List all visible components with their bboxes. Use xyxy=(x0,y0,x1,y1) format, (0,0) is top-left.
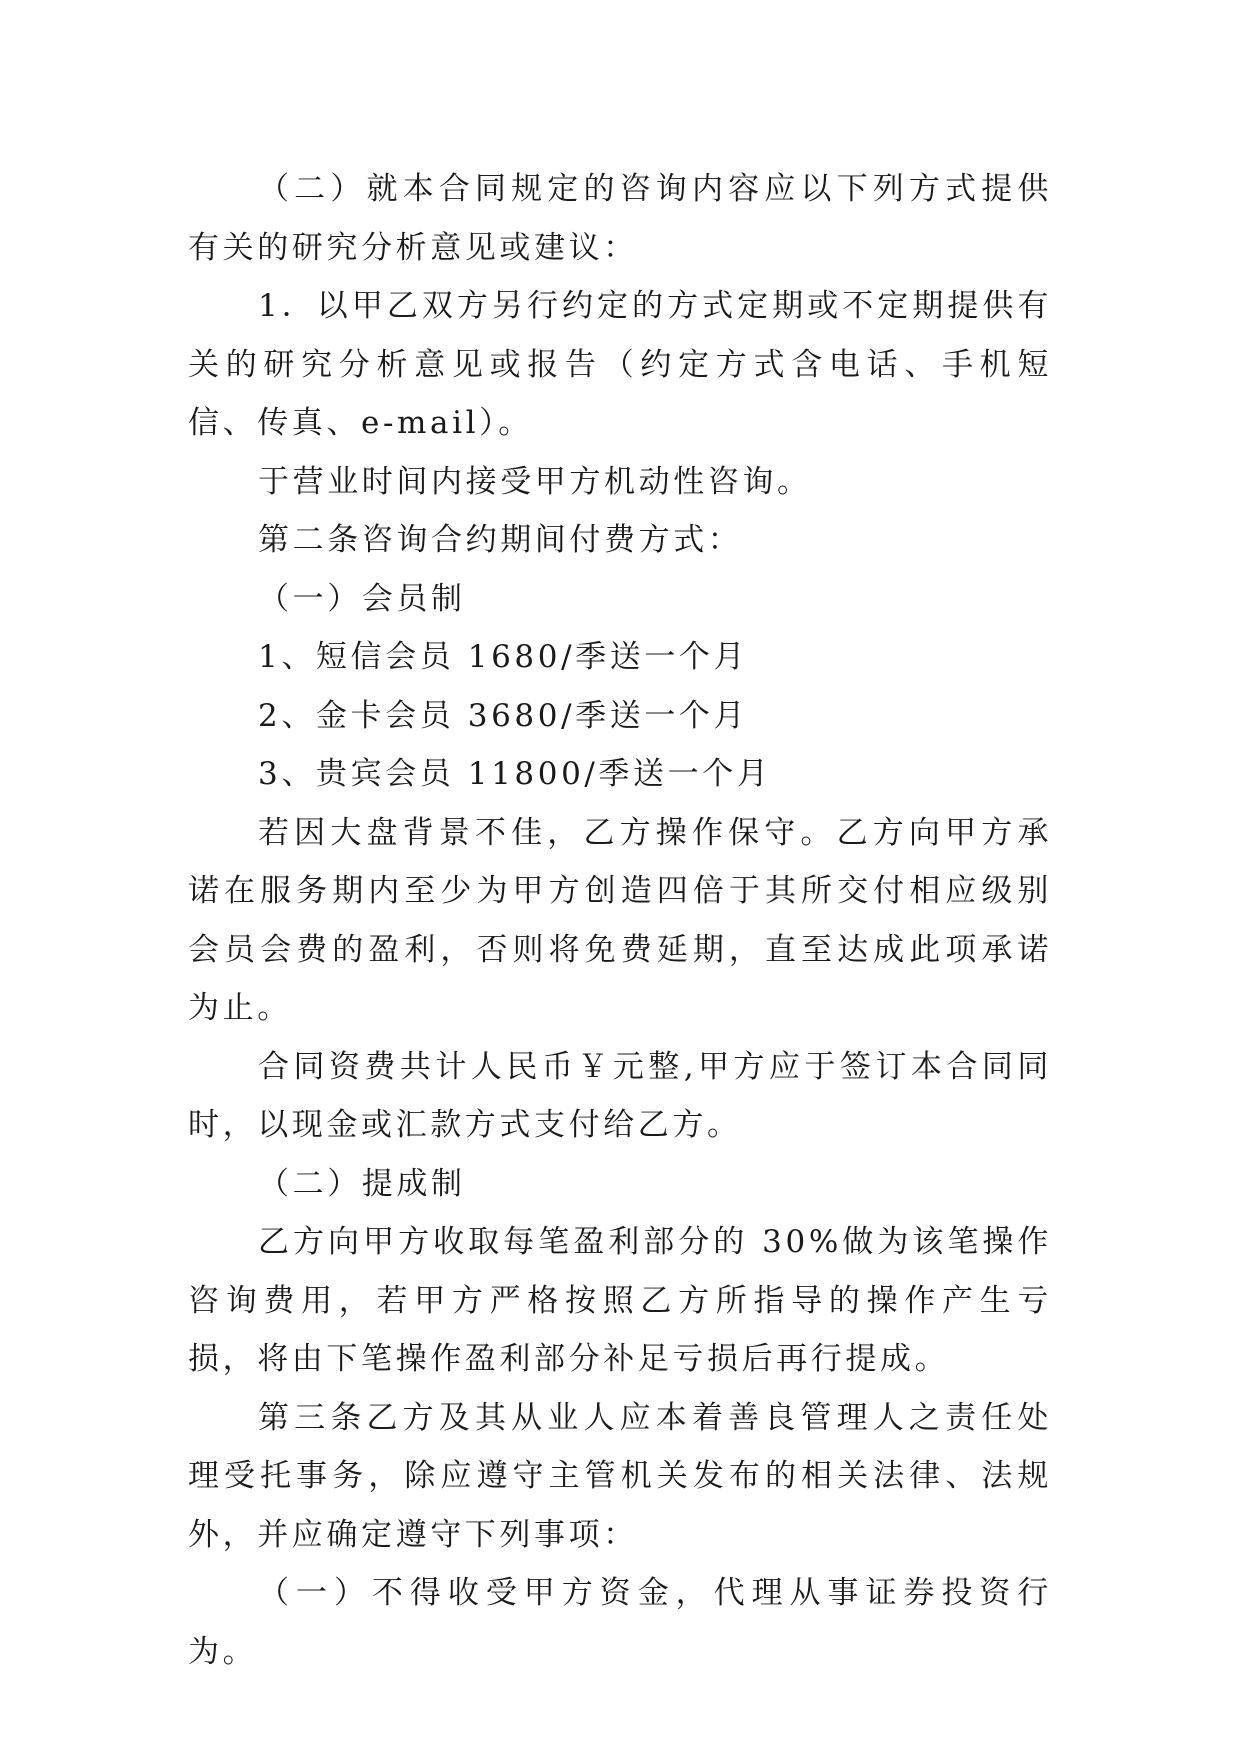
paragraph-fee-total: 合同资费共计人民币￥元整,甲方应于签订本合同同时，以现金或汇款方式支付给乙方。 xyxy=(188,1048,1052,1143)
paragraph-item-1: 1．以甲乙双方另行约定的方式定期或不定期提供有关的研究分析意见或报告（约定方式含电话、手机短信、传真、e-mail）。 xyxy=(188,288,1052,441)
paragraph-consulting-method: （二）就本合同规定的咨询内容应以下列方式提供有关的研究分析意见或建议： xyxy=(188,171,1052,266)
membership-gold: 2、金卡会员 3680/季送一个月 xyxy=(258,697,749,734)
commission-heading: （二）提成制 xyxy=(258,1165,466,1202)
paragraph-commission: 乙方向甲方收取每笔盈利部分的 30%做为该笔操作咨询费用，若甲方严格按照乙方所指导的操作产生亏损，将由下笔操作盈利部分补足亏损后再行提成。 xyxy=(188,1224,1052,1377)
article-2-heading: 第二条咨询合约期间付费方式： xyxy=(258,522,743,558)
paragraph-prohibition-1: （一）不得收受甲方资金，代理从事证券投资行为。 xyxy=(188,1575,1052,1670)
paragraph-business-hours: 于营业时间内接受甲方机动性咨询。 xyxy=(258,463,812,500)
membership-vip: 3、贵宾会员 11800/季送一个月 xyxy=(258,756,772,792)
membership-sms: 1、短信会员 1680/季送一个月 xyxy=(258,639,749,675)
document-body xyxy=(188,160,1052,1681)
article-3-paragraph: 第三条乙方及其从业人应本着善良管理人之责任处理受托事务，除应遵守主管机关发布的相关法律、法规外，并应确定遵守下列事项： xyxy=(188,1399,1052,1553)
membership-heading: （一）会员制 xyxy=(258,580,466,617)
paragraph-promise: 若因大盘背景不佳，乙方操作保守。乙方向甲方承诺在服务期内至少为甲方创造四倍于其所交付相应级别会员会费的盈利，否则将免费延期，直至达成此项承诺为止。 xyxy=(188,814,1052,1026)
